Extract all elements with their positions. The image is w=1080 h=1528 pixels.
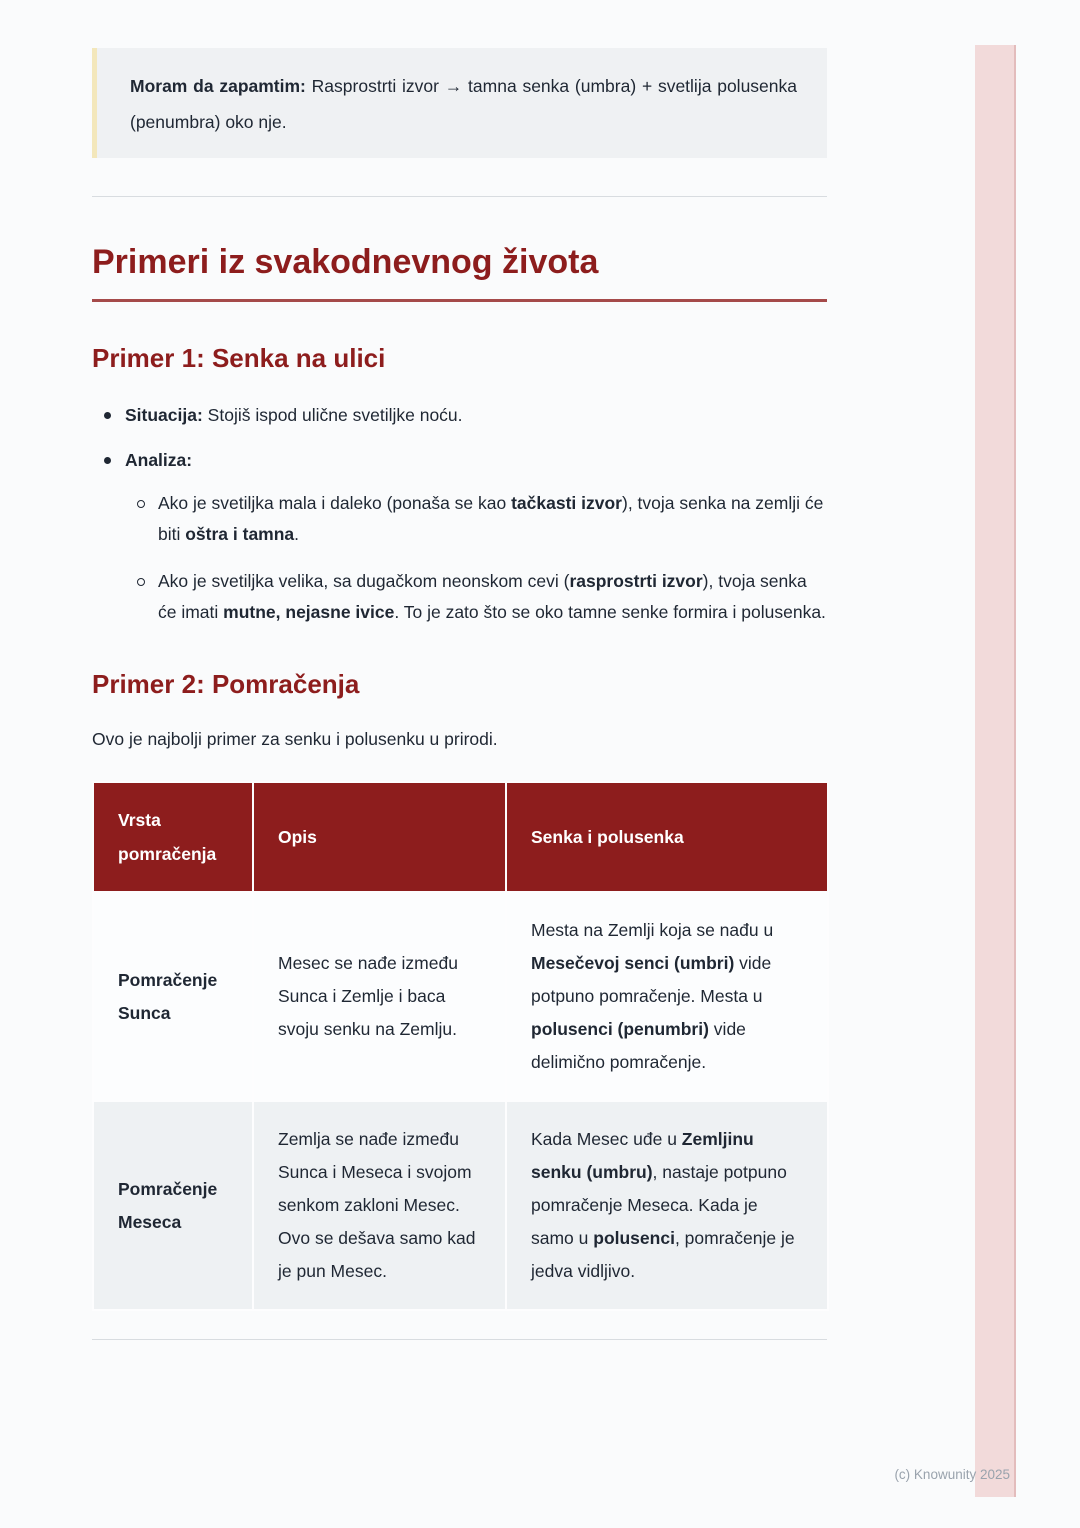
- example1-list: [92, 400, 827, 628]
- page-title: Primeri iz svakodnevnog života: [92, 241, 827, 302]
- table-row-pomracenje-sunca: [93, 892, 828, 1101]
- table-header-opis: Opis: [253, 782, 506, 892]
- cell-senka-meseca: Kada Mesec uđe u Zemljinu senku (umbru), nastaje potpuno pomračenje Meseca. Kada je samo u polusenci, pomračenje je jedva vidljivo.: [506, 1101, 828, 1310]
- cell-type-sunca: Pomračenje Sunca: [93, 892, 253, 1101]
- section-divider-bottom: [92, 1339, 827, 1340]
- content-column: [92, 0, 827, 1340]
- table-header-vrsta-pomracenja: Vrsta pomračenja: [93, 782, 253, 892]
- list-item-analiza-label: Analiza:: [125, 450, 193, 470]
- analiza-sublist: [125, 488, 827, 628]
- callout-note: [92, 48, 827, 158]
- table-header-row: [93, 782, 828, 892]
- section-divider-top: [92, 196, 827, 197]
- sublist-item-tackasti-izvor: Ako je svetiljka mala i daleko (ponaša se kao tačkasti izvor), tvoja senka na zemlji će biti oštra i tamna.: [125, 488, 827, 550]
- cell-opis-sunca: Mesec se nađe između Sunca i Zemlje i baca svoju senku na Zemlju.: [253, 892, 506, 1101]
- example1-heading: Primer 1: Senka na ulici: [92, 343, 386, 373]
- table-header-senka-i-polusenka: Senka i polusenka: [506, 782, 828, 892]
- cell-opis-meseca: Zemlja se nađe između Sunca i Meseca i svojom senkom zakloni Mesec. Ovo se dešava samo kad je pun Mesec.: [253, 1101, 506, 1310]
- sublist-item-rasprostrti-izvor: Ako je svetiljka velika, sa dugačkom neonskom cevi (rasprostrti izvor), tvoja senka će imati mutne, nejasne ivice. To je zato što se oko tamne senke formira i polusenka.: [125, 566, 827, 628]
- cell-type-meseca: Pomračenje Meseca: [93, 1101, 253, 1310]
- list-item-situacija: Situacija: Stojiš ispod ulične svetiljke noću.: [92, 400, 827, 431]
- list-item-analiza: [92, 445, 827, 628]
- cell-senka-sunca: Mesta na Zemlji koja se nađu u Mesečevoj senci (umbri) vide potpuno pomračenje. Mesta u polusenci (penumbri) vide delimično pomračenje.: [506, 892, 828, 1101]
- eclipse-table: [92, 781, 829, 1311]
- table-row-pomracenje-meseca: [93, 1101, 828, 1310]
- page-accent-strip: [975, 45, 1016, 1497]
- example2-intro: Ovo je najbolji primer za senku i polusenku u prirodi.: [92, 729, 498, 749]
- copyright-note: (c) Knowunity 2025: [894, 1467, 1010, 1482]
- callout-text: Moram da zapamtim: Rasprostrti izvor → tamna senka (umbra) + svetlija polusenka (penumbra) oko nje.: [130, 76, 797, 132]
- example2-heading: Primer 2: Pomračenja: [92, 669, 360, 699]
